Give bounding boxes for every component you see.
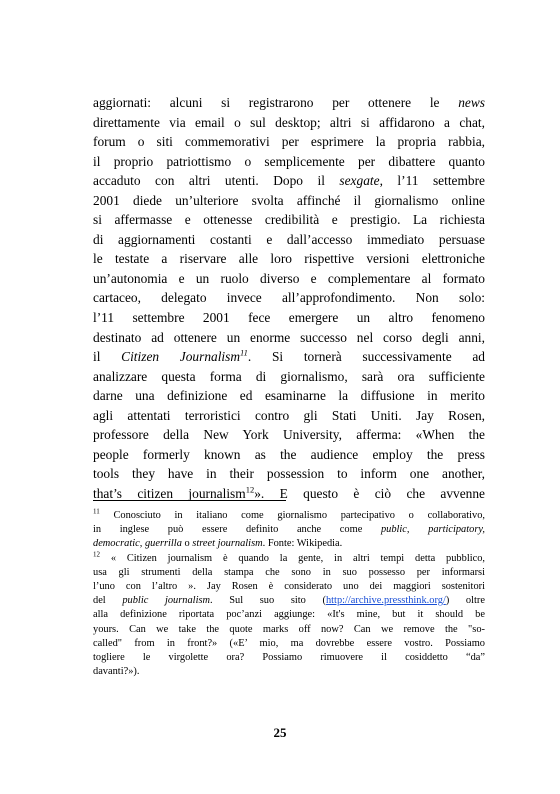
text-line — [93, 93, 485, 113]
text-span: aggiornati: alcuni si registrarono per ottenere le — [93, 95, 459, 110]
footnote-line: yours. Can we take the quote marks off now? Can we remove the "so- — [93, 623, 485, 635]
text-line: un’autonomia e un ruolo diverso e complementare al formato — [93, 270, 485, 286]
text-line: le testate a riservare alle loro rispettive versioni elettroniche — [93, 251, 485, 267]
footnote-ref[interactable]: 12 — [245, 484, 255, 495]
pressthink-link[interactable]: http://archive.pressthink.org/ — [325, 595, 446, 607]
text-line: cartaceo, delegato invece all’approfondimento. Non solo: — [93, 290, 485, 306]
text-span: o — [181, 538, 193, 550]
text-span: in inglese può essere definito anche come — [93, 524, 381, 536]
text-span: ». E questo è ciò che avvenne — [254, 485, 485, 501]
footnote-line — [93, 594, 485, 608]
text-line: tools they have in their possession to inform one another, — [93, 466, 485, 482]
text-line: di aggiornamenti costanti e dall’accesso immediato persuase — [93, 231, 485, 247]
text-line: darne una definizione ed esaminarne la diffusione in merito — [93, 388, 485, 404]
text-span: il — [93, 349, 122, 365]
footnote-line: alla definizione riportata poc’anzi aggiunge: «It's mine, but it should be — [93, 609, 485, 621]
text-line: professore della New York University, afferma: «When the — [93, 427, 485, 443]
text-span: , l’11 settembre — [379, 173, 485, 189]
italic-term: street journalism — [192, 538, 263, 550]
footnotes — [93, 509, 485, 679]
text-line: si affermasse e ottenesse credibilità e prestigio. La richiesta — [93, 212, 485, 228]
footnote-line: togliere le virgolette ora? Possiamo rimuovere il cosiddetto “da” — [93, 651, 485, 663]
text-span: . Sul suo sito ( — [210, 595, 326, 607]
footnote-line: called" from in front?» («E’ mio, ma dovrebbe essere vostro. Possiamo — [93, 637, 485, 649]
text-line — [93, 347, 485, 367]
text-span: . Si tornerà successivamente ad — [247, 349, 485, 365]
page-number: 25 — [273, 725, 287, 740]
text-span: del — [93, 595, 123, 607]
text-line: forum o siti commemorativi per esprimere la propria rabbia, — [93, 134, 485, 150]
footnote-line: usa gli strumenti della stampa che sono in suo possesso per informarsi — [93, 566, 485, 578]
text-span: Conosciuto in italiano come giornalismo partecipativo o collaborativo, — [99, 510, 485, 521]
italic-term: public journalism — [122, 595, 210, 607]
text-line: agli attentati terroristici contro gli Stati Uniti. Jay Rosen, — [93, 407, 485, 423]
footnote-ref[interactable]: 11 — [240, 347, 248, 358]
text-line — [93, 171, 485, 191]
footnote-line: l’uno con l’altro ». Jay Rosen è considerato uno dei maggiori sostenitori — [93, 580, 485, 592]
italic-term: Citizen Journalism — [121, 349, 241, 365]
text-span: « Citizen journalism è quando la gente, in altri tempi detta pubblico, — [100, 552, 485, 564]
footnote-line — [93, 537, 485, 551]
italic-term: democratic, guerrilla — [93, 538, 182, 550]
footnote-separator — [93, 500, 286, 501]
text-span: . Fonte: Wikipedia. — [262, 538, 343, 550]
text-span: that’s citizen journalism — [93, 485, 246, 501]
text-span: accaduto con altri utenti. Dopo il — [93, 173, 340, 189]
footnote-number: 11 — [93, 507, 100, 516]
footnote-12 — [93, 552, 485, 566]
text-span: ) oltre — [445, 595, 485, 607]
italic-term: sexgate — [339, 173, 380, 189]
footnote-line — [93, 523, 485, 537]
italic-term: news — [458, 95, 485, 110]
body-text — [93, 93, 485, 503]
footnote-number: 12 — [93, 550, 100, 559]
text-line: 2001 diede un’ulteriore svolta affinché il giornalismo online — [93, 192, 485, 208]
footnote-line: davanti?»). — [93, 666, 140, 678]
text-line: analizzare questa forma di giornalismo, sarà ora sufficiente — [93, 368, 485, 384]
text-line: destinato ad ottenere un enorme successo nel corso degli anni, — [93, 329, 485, 345]
text-line: l’11 settembre 2001 fece emergere un altro fenomeno — [93, 310, 485, 326]
text-line: direttamente via email o sul desktop; altri si affidarono a chat, — [93, 114, 485, 130]
footnote-11 — [93, 509, 485, 523]
text-line: people formerly known as the audience employ the press — [93, 446, 485, 462]
italic-term: public, participatory, — [380, 524, 485, 536]
text-line: il proprio patriottismo o semplicemente per dibattere quanto — [93, 153, 485, 169]
